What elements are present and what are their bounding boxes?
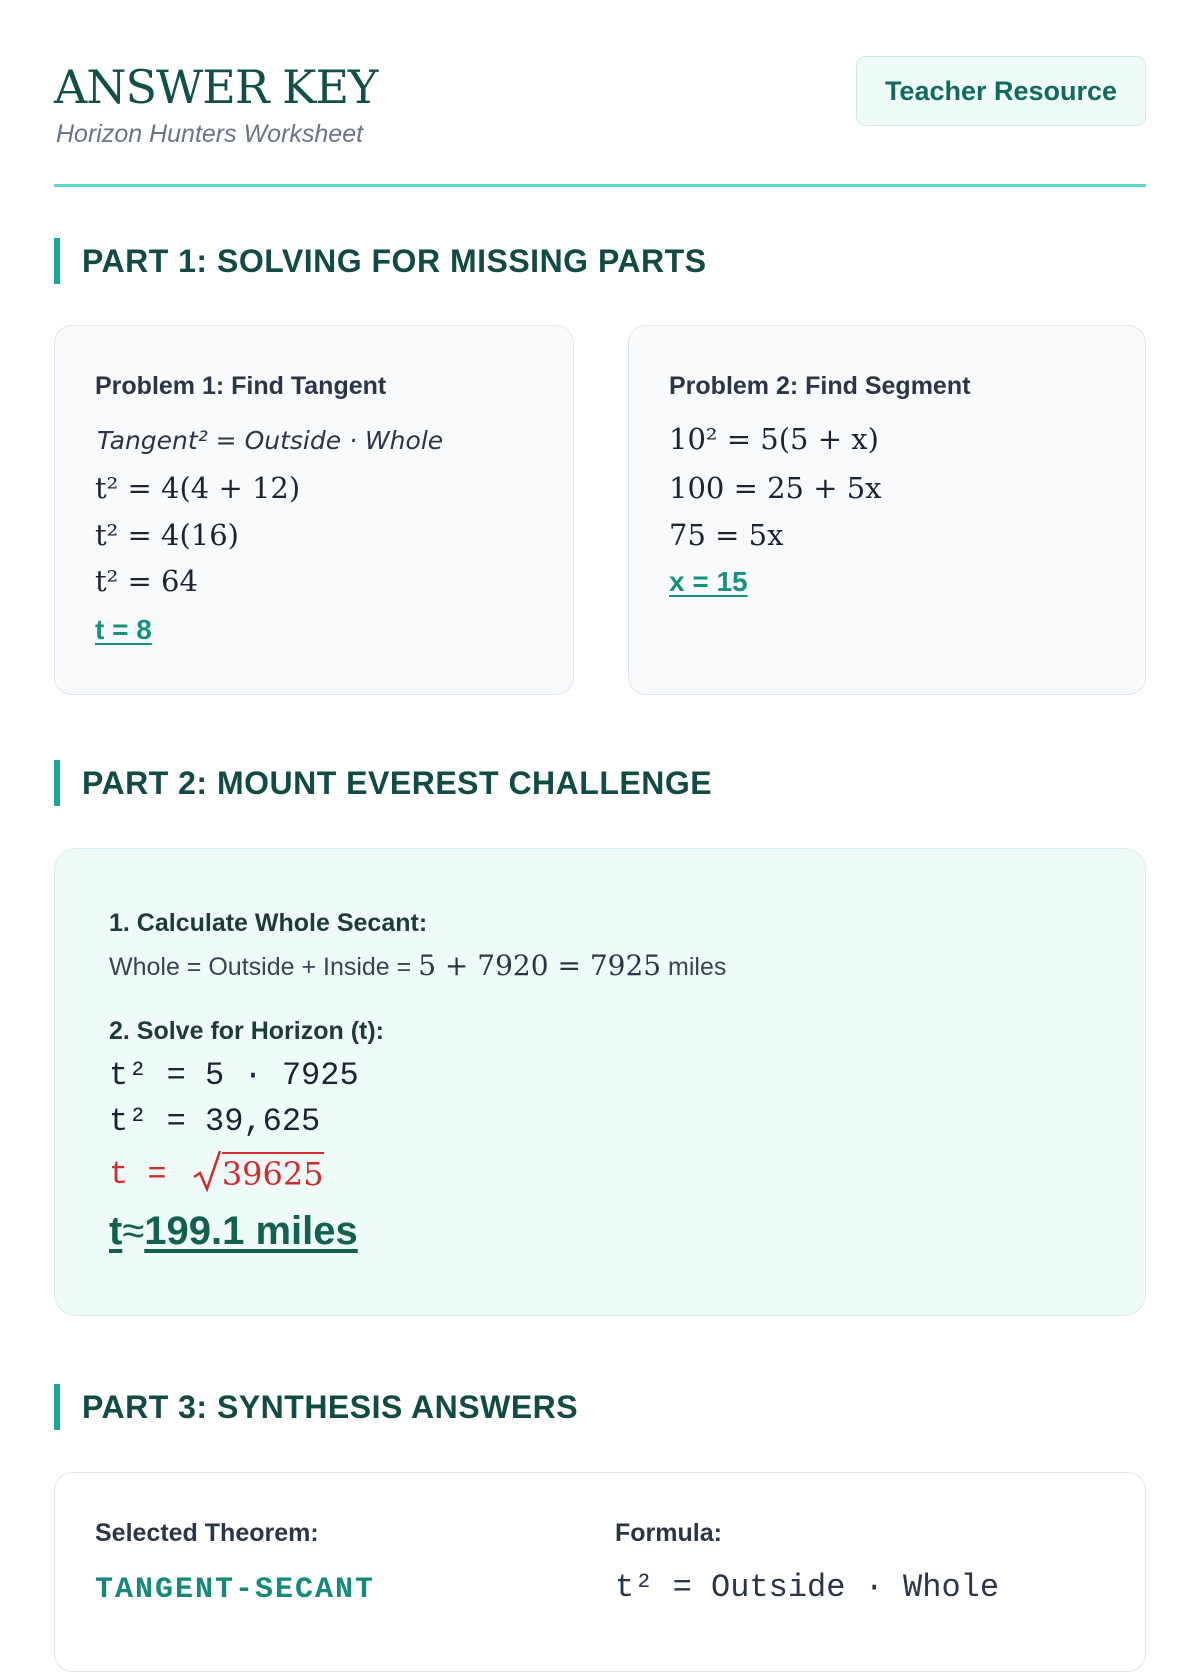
heading-accent-bar xyxy=(54,1384,60,1430)
page-title: ANSWER KEY xyxy=(54,60,378,114)
sqrt-lhs: t = xyxy=(109,1156,186,1193)
problem2-step-3: 75 = 5x xyxy=(669,518,784,552)
heading-accent-bar xyxy=(54,760,60,806)
part2-heading-text: PART 2: MOUNT EVEREST CHALLENGE xyxy=(82,764,713,801)
problem1-step-3: t² = 64 xyxy=(95,564,198,598)
problem1-step-1: t² = 4(4 + 12) xyxy=(95,471,301,505)
page-subtitle: Horizon Hunters Worksheet xyxy=(56,120,364,148)
problem1-card xyxy=(54,325,574,695)
everest-challenge-card xyxy=(54,848,1146,1316)
final-var: t xyxy=(109,1209,123,1253)
part3-heading-text: PART 3: SYNTHESIS ANSWERS xyxy=(82,1388,579,1425)
problem2-title: Problem 2: Find Segment xyxy=(669,372,971,400)
part3-heading xyxy=(54,1384,578,1430)
step1-text-label: Whole = Outside + Inside = xyxy=(109,953,419,981)
page-header xyxy=(54,56,1146,187)
step2-line-2: t² = 39,625 xyxy=(109,1103,321,1140)
problem2-card xyxy=(628,325,1146,695)
problem2-step-1: 10² = 5(5 + x) xyxy=(669,422,879,456)
step1-unit: miles xyxy=(661,953,727,981)
step2-line-1: t² = 5 · 7925 xyxy=(109,1057,359,1094)
sqrt-symbol-icon xyxy=(192,1149,222,1193)
problem1-step-2: t² = 4(16) xyxy=(95,518,239,552)
part1-heading xyxy=(54,238,707,284)
part1-heading-text: PART 1: SOLVING FOR MISSING PARTS xyxy=(82,242,707,279)
heading-accent-bar xyxy=(54,238,60,284)
step1-math: 5 + 7920 = 7925 xyxy=(418,949,662,982)
problem1-answer: t = 8 xyxy=(95,614,152,645)
problem2-step-2: 100 = 25 + 5x xyxy=(669,471,882,505)
final-value: 199.1 miles xyxy=(144,1209,358,1253)
final-answer xyxy=(109,1209,358,1254)
formula-value: t² = Outside · Whole xyxy=(615,1569,1000,1606)
problem1-title: Problem 1: Find Tangent xyxy=(95,372,387,400)
sqrt-line xyxy=(109,1149,324,1193)
theorem-label: Selected Theorem: xyxy=(95,1519,319,1547)
approx-symbol: ≈ xyxy=(122,1209,145,1253)
teacher-resource-badge: Teacher Resource xyxy=(856,56,1146,126)
formula-label: Formula: xyxy=(615,1519,722,1547)
step1-title: 1. Calculate Whole Secant: xyxy=(109,909,428,937)
synthesis-card xyxy=(54,1472,1146,1672)
sqrt-value: 39625 xyxy=(222,1152,324,1193)
step1-text xyxy=(109,949,726,982)
step2-title: 2. Solve for Horizon (t): xyxy=(109,1017,384,1045)
problem2-answer: x = 15 xyxy=(669,566,748,597)
problem1-formula: Tangent² = Outside · Whole xyxy=(97,426,444,455)
theorem-value: TANGENT-SECANT xyxy=(95,1573,376,1607)
part2-heading xyxy=(54,760,712,806)
